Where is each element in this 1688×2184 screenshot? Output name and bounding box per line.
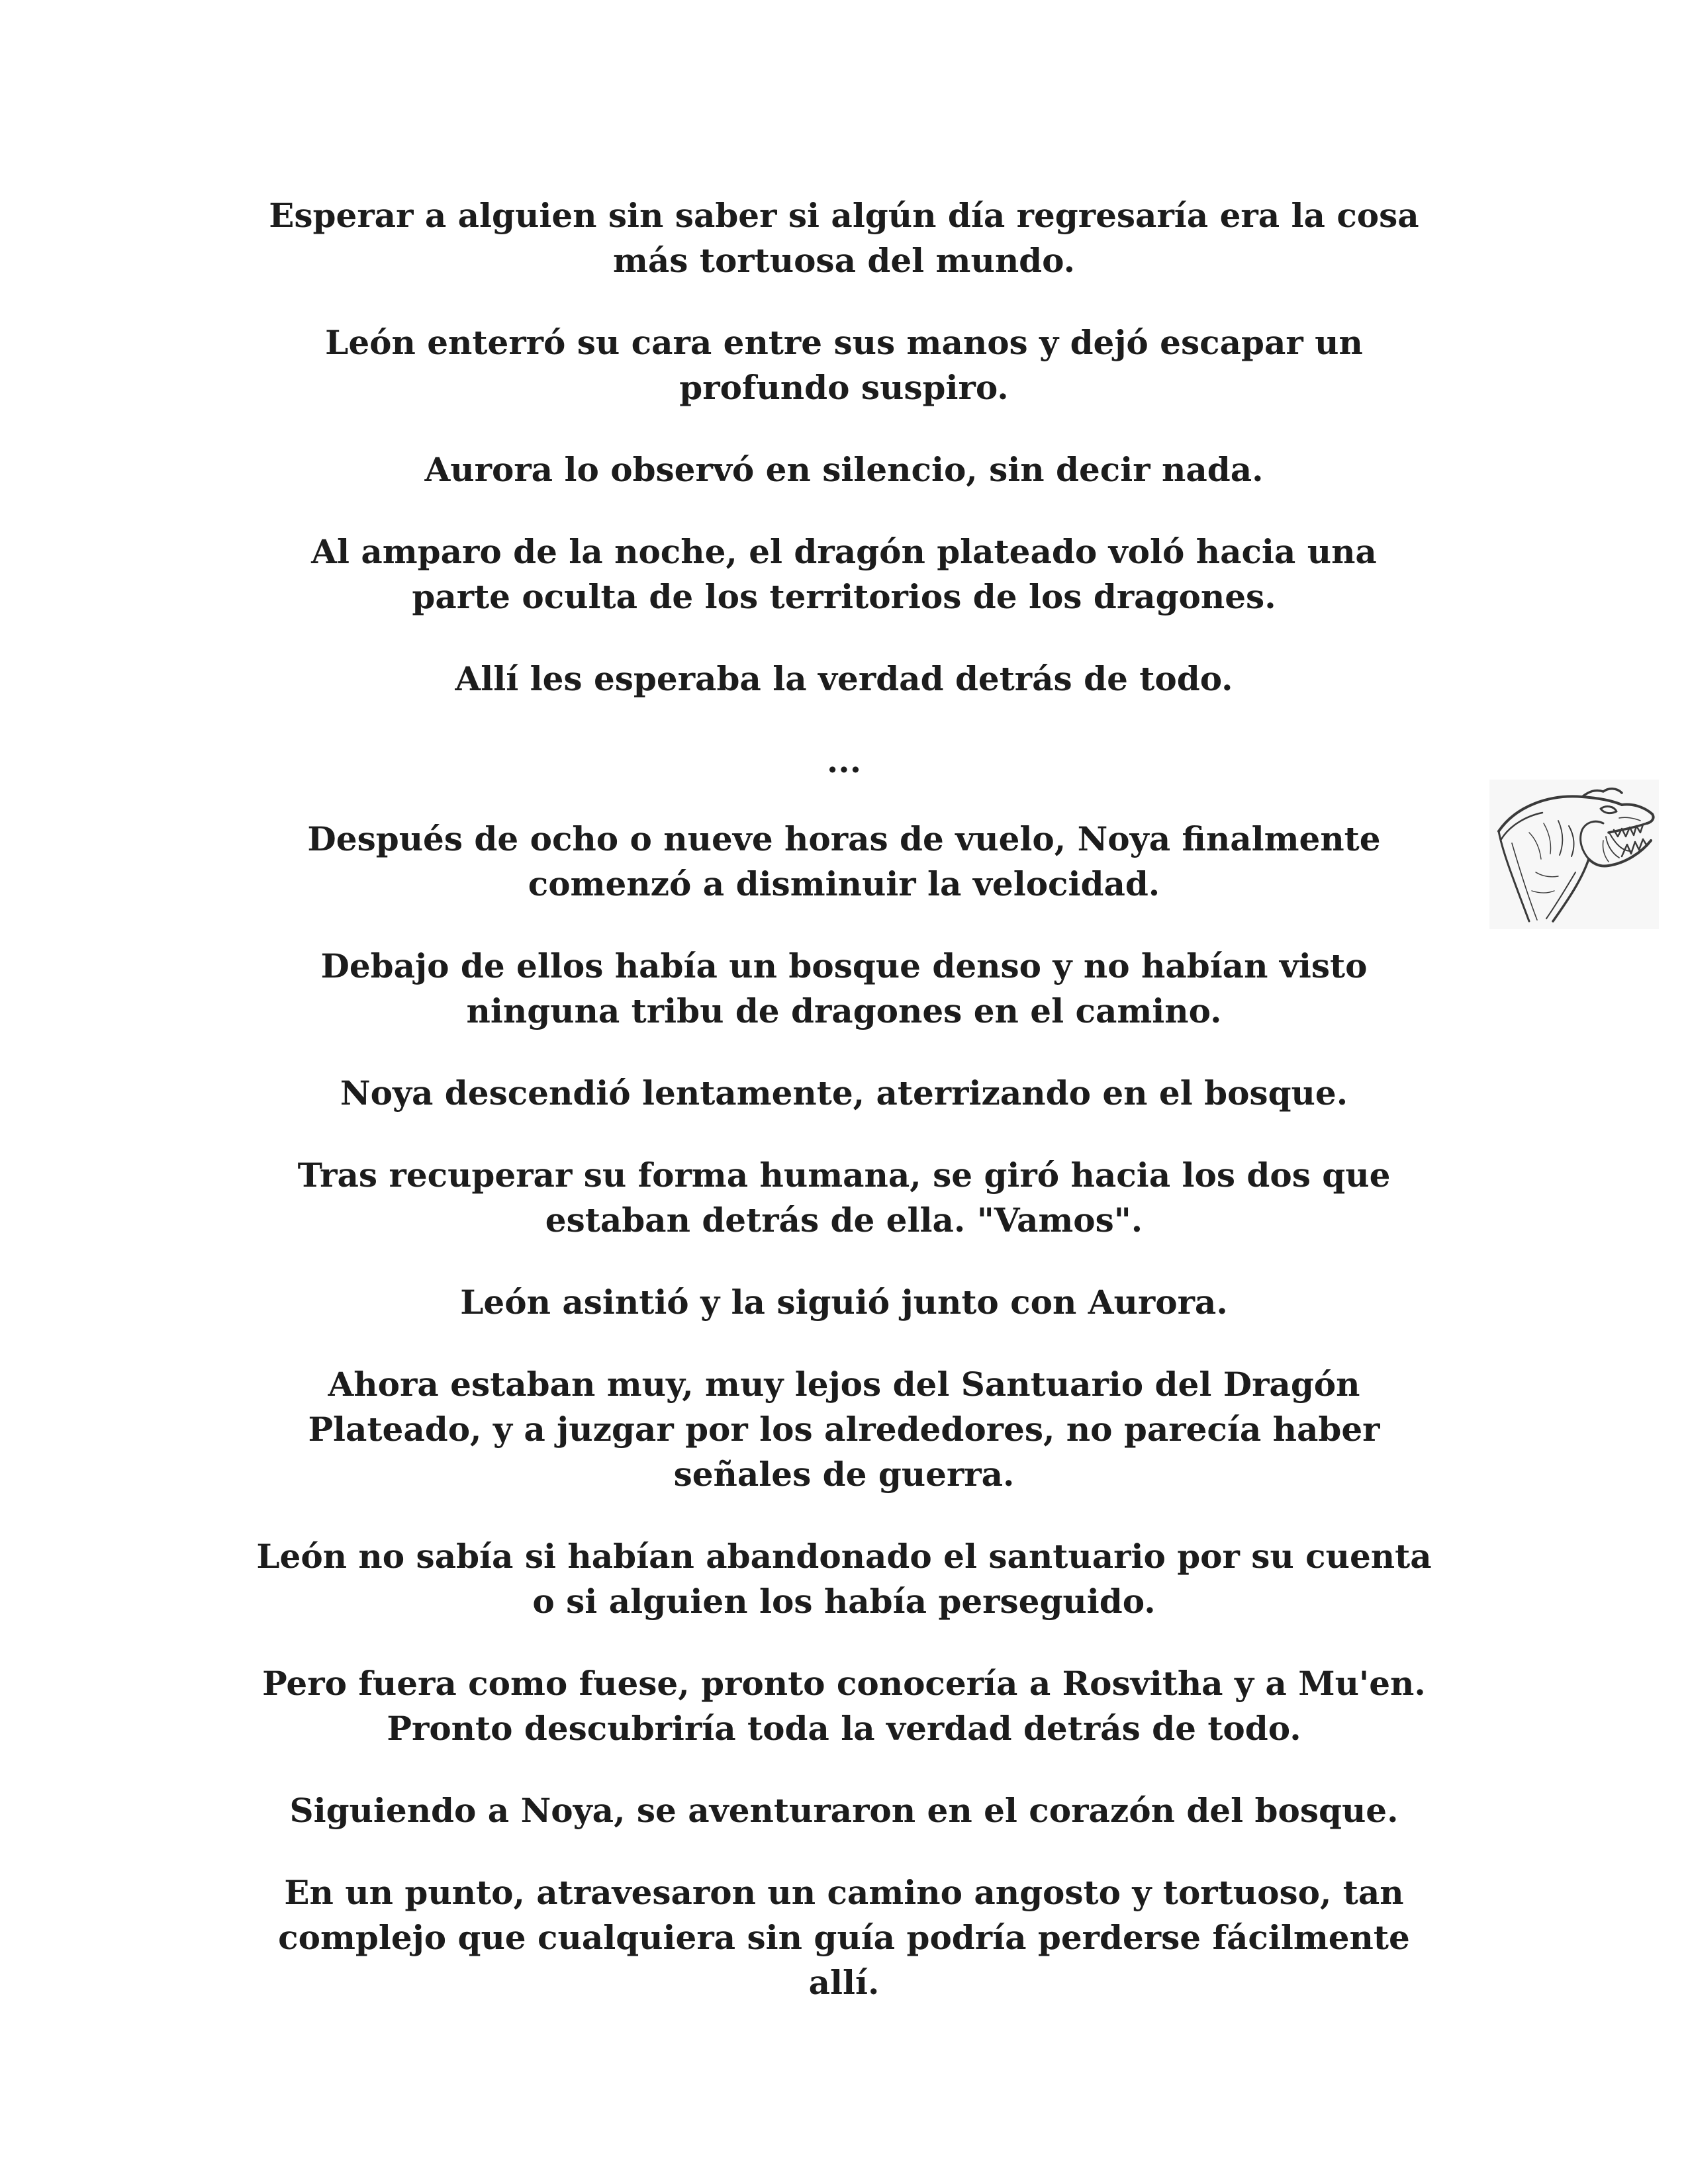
paragraph-2: León enterró su cara entre sus manos y dejó escapar un profundo suspiro. xyxy=(325,323,1363,407)
paragraph-6: Después de ocho o nueve horas de vuelo, Noya finalmente comenzó a disminuir la velocidad. xyxy=(307,819,1381,903)
paragraph-12: León no sabía si habían abandonado el santuario por su cuenta o si alguien los había perseguido. xyxy=(256,1537,1432,1621)
paragraph-1: Esperar a alguien sin saber si algún día regresaría era la cosa más tortuosa del mundo. xyxy=(269,196,1419,280)
paragraph-11: Ahora estaban muy, muy lejos del Santuario del Dragón Plateado, y a juzgar por los alrededores, no parecía haber señales de guerra. xyxy=(308,1365,1380,1494)
paragraph-5: Allí les esperaba la verdad detrás de todo. xyxy=(455,659,1233,698)
paragraph-13: Pero fuera como fuese, pronto conocería a Rosvitha y a Mu'en. Pronto descubriría toda la verdad detrás de todo. xyxy=(262,1664,1426,1748)
paragraph-7: Debajo de ellos había un bosque denso y no habían visto ninguna tribu de dragones en el camino. xyxy=(320,946,1368,1030)
scene-break-ellipsis: ... xyxy=(826,741,862,780)
dragon-head-sketch-icon xyxy=(1489,780,1659,929)
story-text xyxy=(218,193,1470,2042)
paragraph-10: León asintió y la siguió junto con Aurora. xyxy=(460,1283,1228,1322)
paragraph-8: Noya descendió lentamente, aterrizando en el bosque. xyxy=(340,1073,1348,1113)
paragraph-14: Siguiendo a Noya, se aventuraron en el corazón del bosque. xyxy=(289,1791,1399,1830)
paragraph-15: En un punto, atravesaron un camino angosto y tortuoso, tan complejo que cualquiera sin guía podría perderse fácilmente allí. xyxy=(278,1873,1410,2002)
paragraph-3: Aurora lo observó en silencio, sin decir nada. xyxy=(424,450,1264,489)
paragraph-4: Al amparo de la noche, el dragón plateado voló hacia una parte oculta de los territorios de los dragones. xyxy=(311,532,1377,616)
paragraph-9: Tras recuperar su forma humana, se giró hacia los dos que estaban detrás de ella. "Vamos". xyxy=(297,1156,1391,1240)
